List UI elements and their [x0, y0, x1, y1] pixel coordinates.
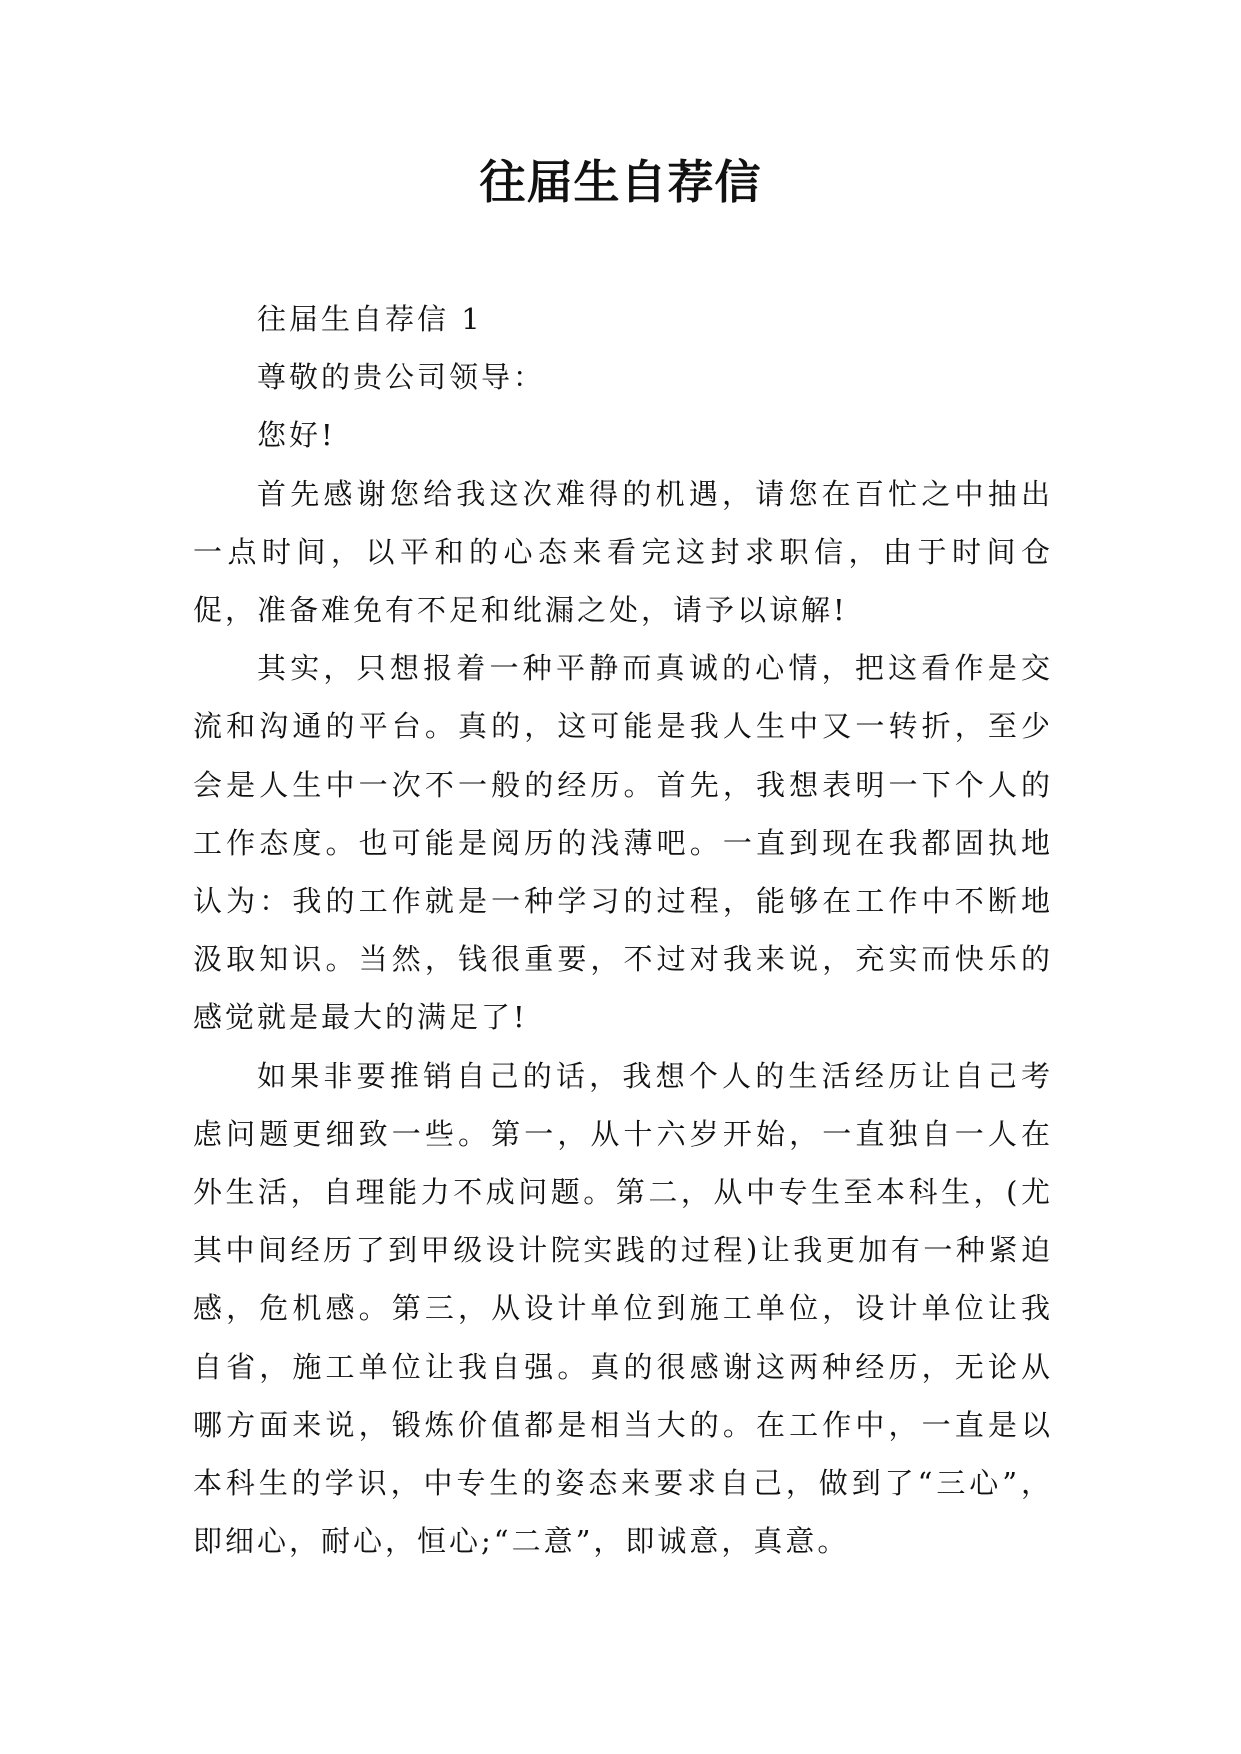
- body-paragraph: 其实，只想报着一种平静而真诚的心情，把这看作是交流和沟通的平台。真的，这可能是我人生中又一转折，至少会是人生中一次不一般的经历。首先，我想表明一下个人的工作态度。也可能是阅历的浅薄吧。一直到现在我都固执地认为：我的工作就是一种学习的过程，能够在工作中不断地汲取知识。当然，钱很重要，不过对我来说，充实而快乐的感觉就是最大的满足了!: [193, 651, 1053, 1035]
- letter-subtitle: 往届生自荐信 1: [257, 302, 483, 336]
- body-paragraph: 首先感谢您给我这次难得的机遇，请您在百忙之中抽出一点时间，以平和的心态来看完这封求职信，由于时间仓促，准备难免有不足和纰漏之处，请予以谅解!: [193, 476, 1053, 628]
- body-paragraph: 如果非要推销自己的话，我想个人的生活经历让自己考虑问题更细致一些。第一，从十六岁开始，一直独自一人在外生活，自理能力不成问题。第二，从中专生至本科生，(尤其中间经历了到甲级设计院实践的过程)让我更加有一种紧迫感，危机感。第三，从设计单位到施工单位，设计单位让我自省，施工单位让我自强。真的很感谢这两种经历，无论从哪方面来说，锻炼价值都是相当大的。在工作中，一直是以本科生的学识，中专生的姿态来要求自己，做到了“三心”，即细心，耐心，恒心;“二意”，即诚意，真意。: [193, 1058, 1053, 1559]
- letter-greeting: 您好!: [257, 418, 336, 453]
- letter-salutation: 尊敬的贵公司领导：: [257, 360, 546, 395]
- document-title: 往届生自荐信: [479, 155, 762, 209]
- document-body: [193, 290, 1053, 1570]
